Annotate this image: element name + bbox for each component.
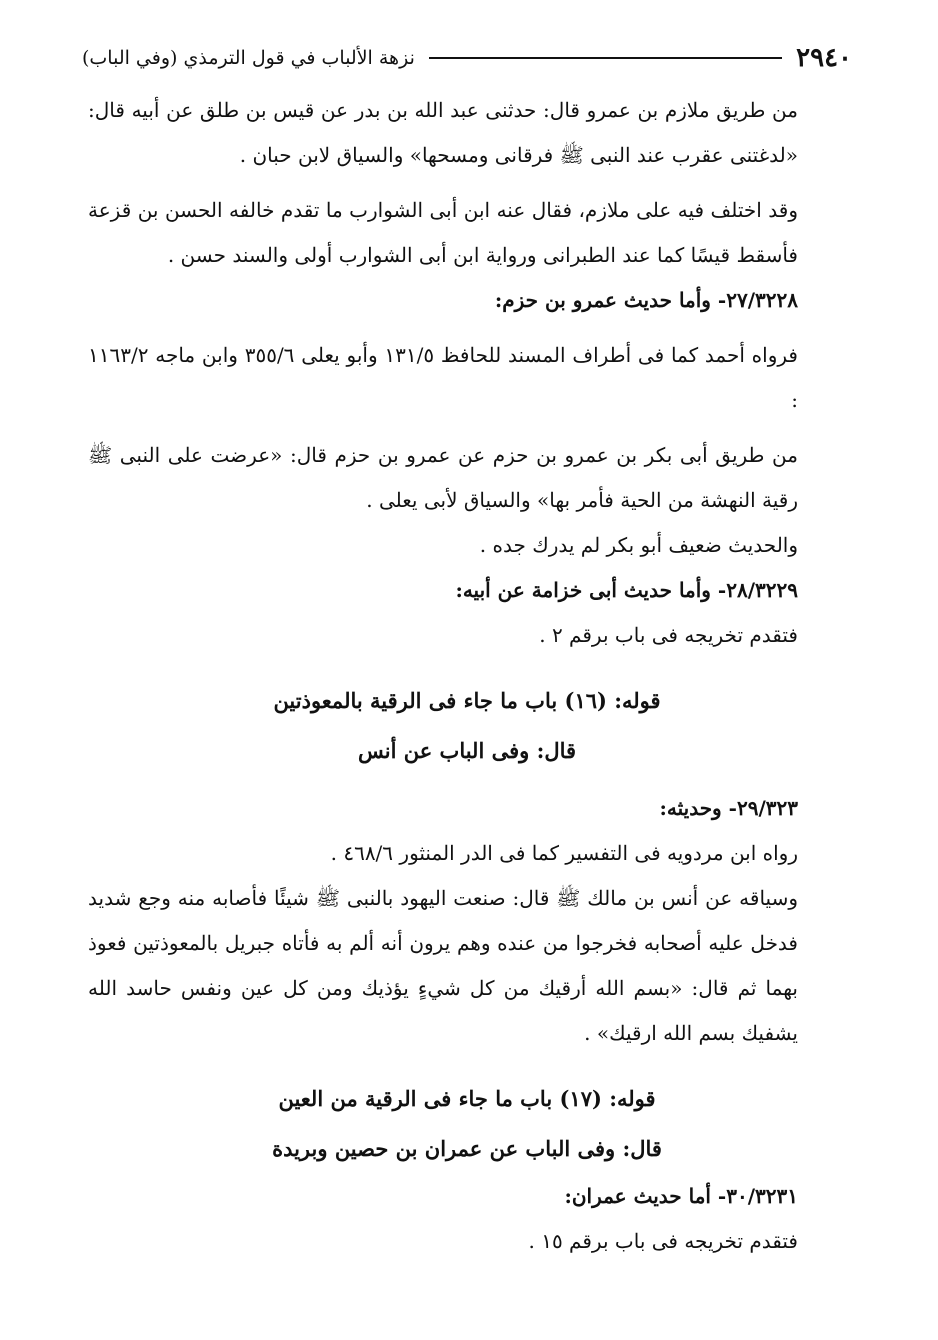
page-header bbox=[82, 38, 852, 78]
chapter-subtitle: قال: وفى الباب عن أنس bbox=[357, 738, 577, 763]
hadith-heading: ٣٠/٣٢٣١- أما حديث عمران: bbox=[564, 1184, 798, 1208]
chapter-subtitle: قال: وفى الباب عن عمران بن حصين وبريدة bbox=[272, 1136, 662, 1161]
paragraph: فرواه أحمد كما فى أطراف المسند للحافظ ١٣١/٥ وأبو يعلى ٣٥٥/٦ وابن ماجه ١١٦٣/٢ : bbox=[88, 343, 798, 412]
paragraph: من طريق ملازم بن عمرو قال: حدثنى عبد الله بن بدر عن قيس بن طلق عن أبيه قال: «لدغتنى عقرب عند النبى ﷺ فرقانى ومسحها» والسياق لابن حبان . bbox=[88, 98, 798, 167]
hadith-heading: ٢٩/٣٢٣- وحديثه: bbox=[659, 796, 798, 820]
paragraph: وسياقه عن أنس بن مالك ﷺ قال: صنعت اليهود بالنبى ﷺ شيئًا فأصابه منه وجع شديد فدخل عليه أصحابه فخرجوا من عنده وهم يرون أنه ألم به فأتاه جبريل بالمعوذتين فعوذ بهما ثم قال: «بسم الله أرقيك من كل شيءٍ يؤذيك ومن كل عين ونفس حاسد الله يشفيك بسم الله ارقيك» . bbox=[88, 886, 798, 1045]
paragraph: وقد اختلف فيه على ملازم، فقال عنه ابن أبى الشوارب ما تقدم خالفه الحسن بن قزعة فأسقط قيسًا كما عند الطبرانى ورواية ابن أبى الشوارب أولى والسند حسن . bbox=[88, 198, 798, 267]
hadith-heading: ٢٨/٣٢٢٩- وأما حديث أبى خزامة عن أبيه: bbox=[455, 578, 798, 602]
chapter-title: قوله: (١٧) باب ما جاء فى الرقية من العين bbox=[278, 1086, 656, 1111]
paragraph: رواه ابن مردويه فى التفسير كما فى الدر المنثور ٤٦٨/٦ . bbox=[330, 841, 798, 865]
paragraph: والحديث ضعيف أبو بكر لم يدرك جده . bbox=[479, 533, 798, 557]
page-number: ٢٩٤٠ bbox=[796, 43, 852, 73]
running-title: نزهة الألباب في قول الترمذي (وفي الباب) bbox=[82, 47, 415, 69]
paragraph: فتقدم تخريجه فى باب برقم ٢ . bbox=[539, 623, 798, 647]
hadith-heading: ٢٧/٣٢٢٨- وأما حديث عمرو بن حزم: bbox=[494, 288, 798, 312]
paragraph: فتقدم تخريجه فى باب برقم ١٥ . bbox=[528, 1229, 798, 1253]
page-body bbox=[88, 88, 846, 1264]
chapter-title: قوله: (١٦) باب ما جاء فى الرقية بالمعوذتين bbox=[273, 688, 661, 713]
header-rule bbox=[429, 57, 782, 59]
paragraph: من طريق أبى بكر بن عمرو بن حزم عن عمرو بن حزم قال: «عرضت على النبى ﷺ رقية النهشة من الحية فأمر بها» والسياق لأبى يعلى . bbox=[88, 443, 798, 512]
